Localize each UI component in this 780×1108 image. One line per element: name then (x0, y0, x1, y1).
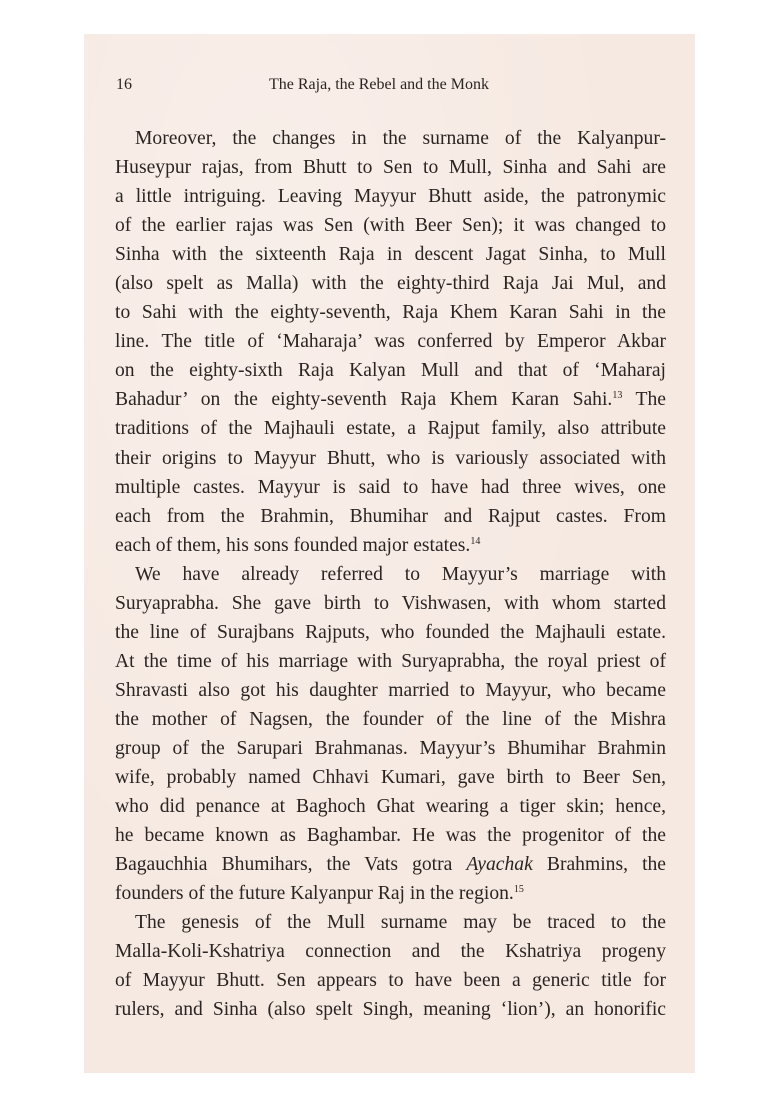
text-line: Moreover, the changes in the surname of the Kalyanpur- (135, 128, 666, 149)
text-line: Huseypur rajas, from Bhutt to Sen to Mull, Sinha and Sahi are (115, 157, 666, 179)
page-number: 16 (116, 76, 132, 93)
text-line: line. The title of ‘Maharaja’ was conferred by Emperor Akbar (115, 331, 666, 353)
text-line: Bahadur’ on the eighty-seventh Raja Khem Karan Sahi.$^{13}$ The (115, 389, 666, 411)
text-line: who did penance at Baghoch Ghat wearing a tiger skin; hence, (115, 796, 666, 818)
text-line: Suryaprabha. She gave birth to Vishwasen, with whom started (115, 592, 666, 614)
body-text (115, 124, 666, 1024)
text-line: each from the Brahmin, Bhumihar and Rajput castes. From (115, 505, 666, 527)
text-line: the mother of Nagsen, the founder of the line of the Mishra (115, 708, 666, 730)
text-line: a little intriguing. Leaving Mayyur Bhutt aside, the patronymic (115, 186, 666, 208)
text-line: traditions of the Majhauli estate, a Rajput family, also attribute (115, 418, 666, 440)
text-line: Bagauchhia Bhumihars, the Vats gotra Ayachak Brahmins, the (115, 854, 667, 876)
footnote-marker[interactable]: 13 (612, 390, 623, 402)
text-line: At the time of his marriage with Suryaprabha, the royal priest of (115, 650, 666, 672)
book-page (84, 34, 695, 1073)
footnote-marker[interactable]: 15 (513, 884, 524, 896)
text-line: wife, probably named Chhavi Kumari, gave birth to Beer Sen, (115, 767, 666, 789)
text-line: Malla-Koli-Kshatriya connection and the Kshatriya progeny (115, 941, 666, 963)
running-title: The Raja, the Rebel and the Monk (269, 76, 489, 93)
text-line: founders of the future Kalyanpur Raj in the region.$^{15}$ (115, 883, 524, 905)
text-line: the line of Surajbans Rajputs, who founded the Majhauli estate. (115, 621, 666, 643)
text-line: Shravasti also got his daughter married to Mayyur, who became (115, 679, 666, 701)
text-line: he became known as Baghambar. He was the progenitor of the (115, 825, 666, 847)
text-line: (also spelt as Malla) with the eighty-third Raja Jai Mul, and (115, 273, 666, 295)
text-line: multiple castes. Mayyur is said to have had three wives, one (115, 476, 666, 498)
paragraph (115, 908, 666, 1024)
text-line: to Sahi with the eighty-seventh, Raja Khem Karan Sahi in the (115, 302, 666, 324)
text-line: their origins to Mayyur Bhutt, who is variously associated with (115, 447, 666, 469)
page-header (84, 34, 695, 134)
paragraph (115, 560, 666, 909)
text-line: rulers, and Sinha (also spelt Singh, meaning ‘lion’), an honorific (115, 999, 666, 1021)
text-line: on the eighty-sixth Raja Kalyan Mull and that of ‘Maharaj (115, 360, 666, 382)
text-line: group of the Sarupari Brahmanas. Mayyur’s Bhumihar Brahmin (115, 737, 666, 759)
text-line: of the earlier rajas was Sen (with Beer Sen); it was changed to (115, 215, 666, 237)
text-line: The genesis of the Mull surname may be traced to the (135, 912, 666, 934)
text-line: Sinha with the sixteenth Raja in descent Jagat Sinha, to Mull (115, 244, 666, 266)
text-line: of Mayyur Bhutt. Sen appears to have been a generic title for (115, 970, 666, 992)
text-line: We have already referred to Mayyur’s marriage with (135, 563, 666, 585)
footnote-marker[interactable]: 14 (470, 535, 481, 547)
paragraph (115, 124, 666, 560)
italic-term: Ayachak (466, 854, 533, 876)
text-line: each of them, his sons founded major estates.$^{14}$ (115, 534, 481, 556)
